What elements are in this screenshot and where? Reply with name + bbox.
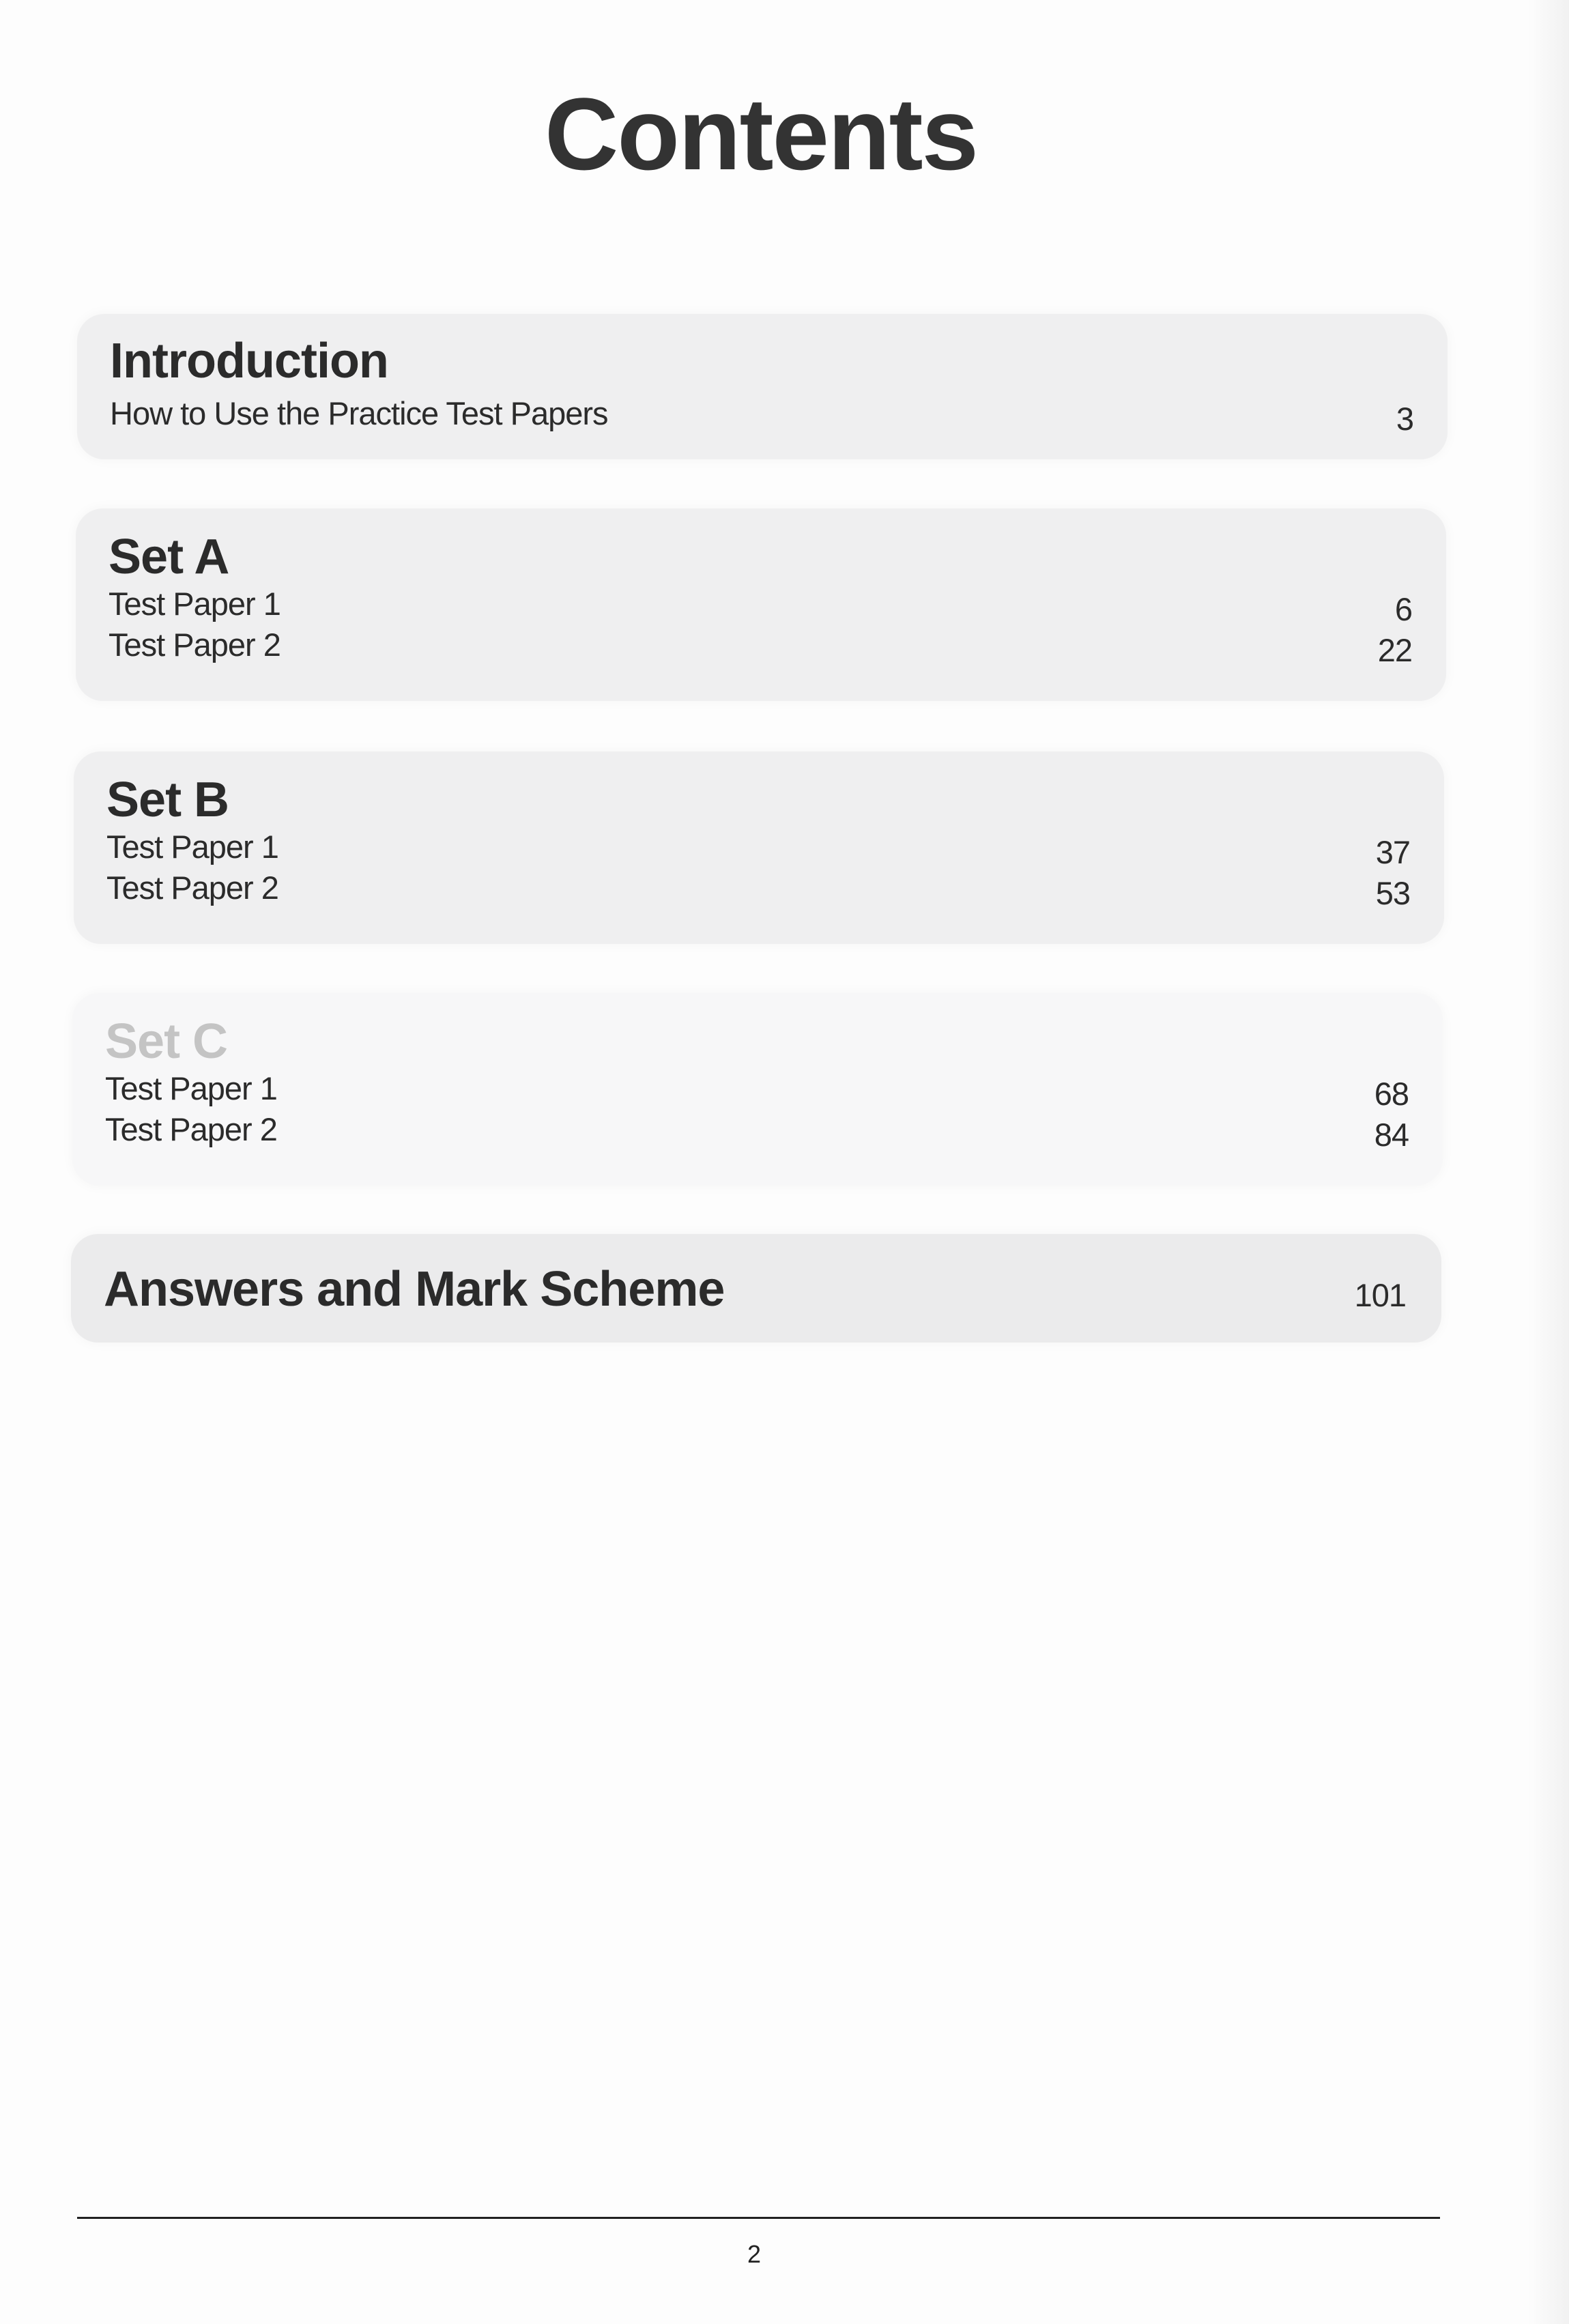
section-heading: Answers and Mark Scheme bbox=[104, 1262, 725, 1317]
entry-page: 37 bbox=[1375, 834, 1410, 870]
toc-entry[interactable] bbox=[110, 394, 1413, 437]
entry-page: 84 bbox=[1374, 1117, 1409, 1153]
entry-page: 6 bbox=[1394, 591, 1412, 627]
toc-entry[interactable] bbox=[109, 626, 1412, 669]
section-heading: Set C bbox=[105, 1014, 228, 1069]
section-introduction bbox=[77, 314, 1448, 459]
entry-label: Test Paper 2 bbox=[105, 1111, 277, 1147]
entry-page: 101 bbox=[1354, 1277, 1406, 1313]
entry-label: Test Paper 2 bbox=[109, 627, 280, 663]
section-set-a bbox=[76, 508, 1446, 701]
entry-label: Test Paper 1 bbox=[105, 1070, 277, 1106]
section-set-b bbox=[74, 751, 1444, 944]
entry-label: How to Use the Practice Test Papers bbox=[110, 395, 608, 431]
toc-entry[interactable] bbox=[106, 869, 1410, 912]
entry-page: 22 bbox=[1377, 632, 1412, 668]
footer-rule bbox=[77, 2217, 1440, 2219]
entry-label: Test Paper 1 bbox=[109, 586, 280, 622]
page-title: Contents bbox=[545, 76, 977, 191]
entry-label: Test Paper 2 bbox=[106, 870, 278, 906]
entry-label: Test Paper 1 bbox=[106, 829, 278, 865]
section-set-c bbox=[72, 993, 1443, 1186]
section-heading: Set B bbox=[106, 773, 229, 827]
section-heading: Introduction bbox=[110, 334, 388, 388]
toc-entry[interactable] bbox=[109, 585, 1412, 628]
entry-page: 68 bbox=[1374, 1076, 1409, 1112]
entry-page: 3 bbox=[1396, 401, 1413, 437]
entry-page: 53 bbox=[1375, 875, 1410, 911]
toc-entry-page bbox=[104, 1276, 1406, 1314]
toc-entry[interactable] bbox=[105, 1070, 1409, 1113]
page-number: 2 bbox=[747, 2240, 762, 2268]
page-edge-shadow bbox=[1528, 0, 1569, 2324]
section-heading: Set A bbox=[109, 530, 229, 584]
toc-entry[interactable] bbox=[105, 1110, 1409, 1153]
section-answers[interactable] bbox=[71, 1234, 1441, 1343]
toc-entry[interactable] bbox=[106, 828, 1410, 871]
